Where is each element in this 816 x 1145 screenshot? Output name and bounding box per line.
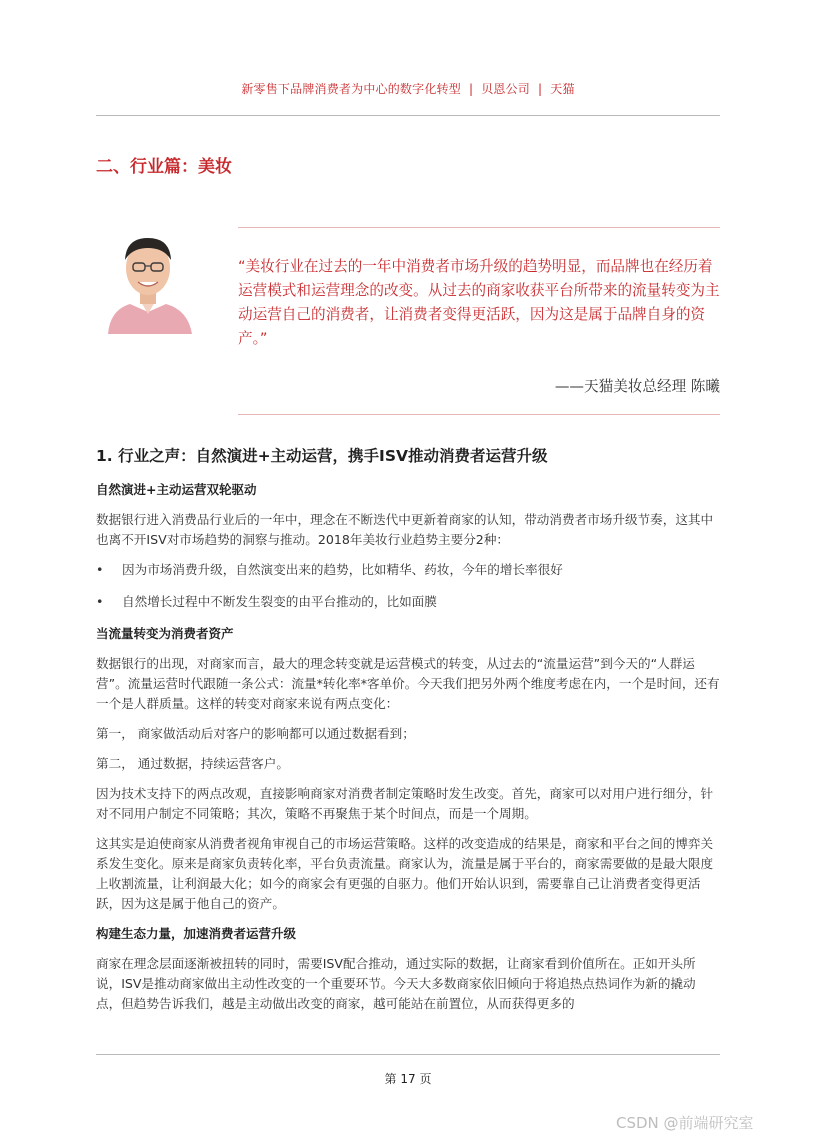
- paragraph-heading: 当流量转变为消费者资产: [96, 626, 234, 641]
- paragraph: 因为技术支持下的两点改观，直接影响商家对消费者制定策略时发生改变。首先，商家可以对用户进行细分，针对不同用户制定不同策略；其次，策略不再聚焦于某个时间点，而是一个周期。: [96, 786, 714, 821]
- subsection-heading: 1. 行业之声：自然演进+主动运营，携手ISV推动消费者运营升级: [96, 447, 548, 465]
- watermark: CSDN @前端研究室: [616, 1114, 754, 1132]
- quote-top-rule: [238, 227, 720, 228]
- quote-attribution: ——天猫美妆总经理 陈曦: [554, 378, 720, 395]
- paragraph: 第二， 通过数据，持续运营客户。: [96, 756, 289, 771]
- page-number: 第 17 页: [384, 1072, 432, 1086]
- paragraph: 商家在理念层面逐渐被扭转的同时，需要ISV配合推动，通过实际的数据，让商家看到价值所在。正如开头所说，ISV是推动商家做出主动性改变的一个重要环节。今天大多数商家依旧倾向于将追热点热词作为新的撬动点，但趋势告诉我们，越是主动做出改变的商家，越可能站在前置位，从而获得更多的: [96, 956, 696, 1011]
- paragraph: 这其实是迫使商家从消费者视角审视自己的市场运营策略。这样的改变造成的结果是，商家和平台之间的博弈关系发生变化。原来是商家负责转化率，平台负责流量。商家认为，流量是属于平台的，商家需要做的是最大限度上收割流量，让利润最大化；如今的商家会有更强的自驱力。他们开始认识到，需要靠自己让消费者变得更活跃，因为这是属于他自己的资产。: [96, 836, 714, 911]
- list-item: [96, 592, 720, 612]
- paragraph: 第一， 商家做活动后对客户的影响都可以通过数据看到；: [96, 726, 415, 741]
- header-company: 贝恩公司: [481, 82, 530, 96]
- article-body: [96, 444, 720, 1024]
- quote-text: “美妆行业在过去的一年中消费者市场升级的趋势明显，而品牌也在经历着运营模式和运营理念的改变。从过去的商家收获平台所带来的流量转变为主动运营自己的消费者，让消费者变得更活跃，因为这是属于品牌自身的资产。”: [238, 258, 720, 347]
- paragraph-heading: 自然演进+主动运营双轮驱动: [96, 482, 257, 497]
- header-partner: 天猫: [550, 82, 575, 96]
- running-header: [96, 80, 720, 97]
- list-item-text: 自然增长过程中不断发生裂变的由平台推动的，比如面膜: [122, 594, 437, 609]
- list-item: [96, 560, 720, 580]
- header-separator: |: [538, 82, 543, 96]
- footer-rule: [96, 1054, 720, 1055]
- paragraph: 数据银行进入消费品行业后的一年中，理念在不断迭代中更新着商家的认知，带动消费者市场升级节奏，这其中也离不开ISV对市场趋势的洞察与推动。2018年美妆行业趋势主要分2种：: [96, 512, 714, 547]
- paragraph: 数据银行的出现，对商家而言，最大的理念转变就是运营模式的转变，从过去的“流量运营”到今天的“人群运营”。流量运营时代跟随一条公式：流量*转化率*客单价。今天我们把另外两个维度考虑在内，一个是时间，还有一个是人群质量。这样的转变对商家来说有两点变化：: [96, 656, 720, 711]
- bullet-icon: •: [96, 594, 104, 609]
- list-item-text: 因为市场消费升级，自然演变出来的趋势，比如精华、药妆，今年的增长率很好: [122, 562, 563, 577]
- header-rule: [96, 115, 720, 116]
- quote-bottom-rule: [238, 414, 720, 415]
- header-separator: |: [468, 82, 474, 96]
- portrait-photo: [100, 230, 196, 334]
- paragraph-heading: 构建生态力量，加速消费者运营升级: [96, 926, 297, 941]
- header-title: 新零售下品牌消费者为中心的数字化转型: [241, 82, 461, 96]
- bullet-icon: •: [96, 562, 104, 577]
- section-title: 二、行业篇：美妆: [96, 157, 232, 177]
